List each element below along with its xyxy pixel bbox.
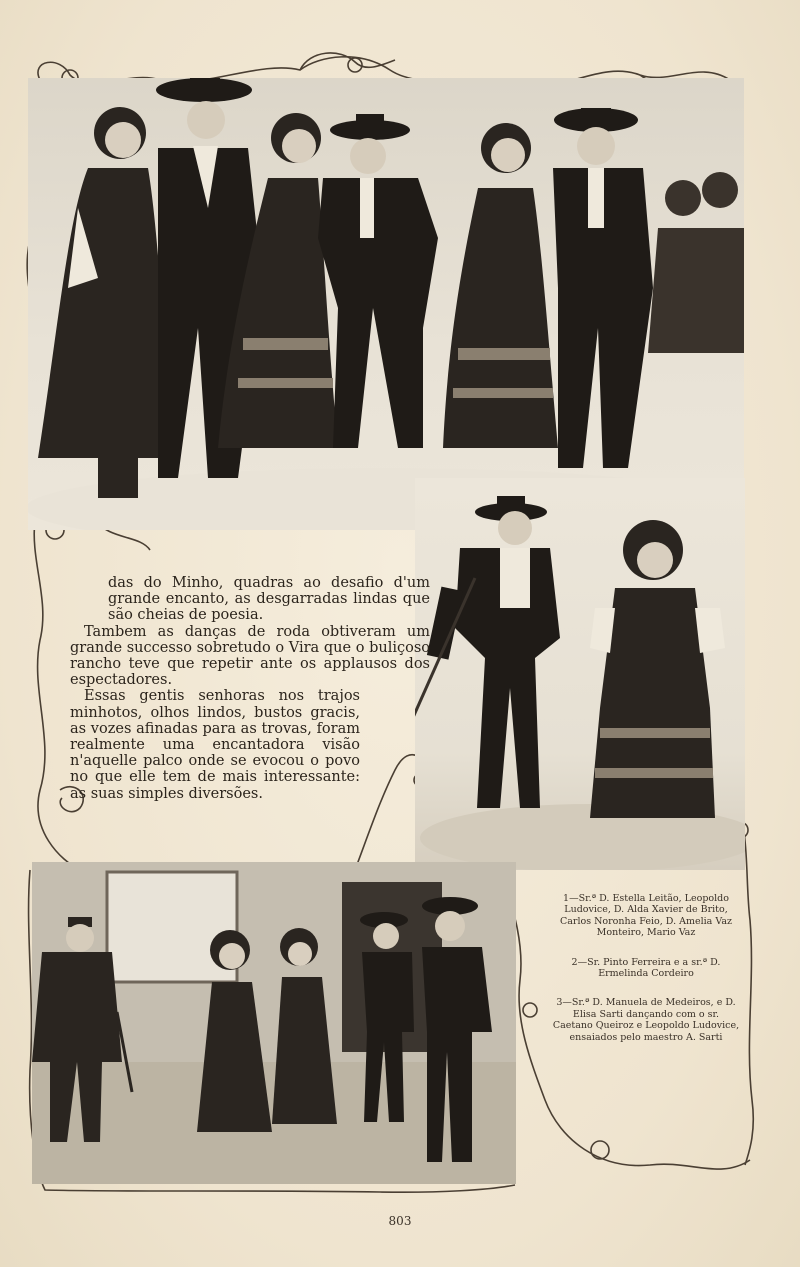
article-text <box>70 575 430 802</box>
photo-captions <box>552 893 740 1061</box>
caption-photo-1: 1—Sr.ª D. Estella Leitão, Leopoldo Ludovice, D. Alda Xavier de Brito, Carlos Noronha Feio, D. Amelia Vaz Monteiro, Mario Vaz <box>559 893 733 939</box>
page-number: 803 <box>388 1214 412 1228</box>
caption-photo-3: 3—Sr.ª D. Manuela de Medeiros, e D. Elisa Sarti dançando com o sr. Caetano Queiroz e Leopoldo Ludovice, ensaiados pelo maestro A. Sarti <box>552 997 740 1043</box>
article-paragraph-3: Essas gentis senhoras nos trajos minhotos, olhos lindos, bustos gracis, as vozes afinadas para as trovas, foram realmente uma encantadora visão n'aquelle palco onde se evocou o povo no que elle tem de mais interessante: as suas simples diversões. <box>70 688 360 802</box>
article-paragraph-1: das do Minho, quadras ao desafio d'um grande encanto, as desgarradas lindas que são cheias de poesia. <box>108 575 430 624</box>
caption-photo-2: 2—Sr. Pinto Ferreira e a sr.ª D. Ermelinda Cordeiro <box>571 956 721 980</box>
article-paragraph-2: Tambem as danças de roda obtiveram um grande successo sobretudo o Vira que o buliçoso rancho teve que repetir ante os applausos dos espectadores. <box>70 623 430 689</box>
photo-2-couple-portrait <box>415 478 745 870</box>
photo-3-street-dance <box>32 862 516 1184</box>
photo-1-group-portrait <box>28 78 744 530</box>
